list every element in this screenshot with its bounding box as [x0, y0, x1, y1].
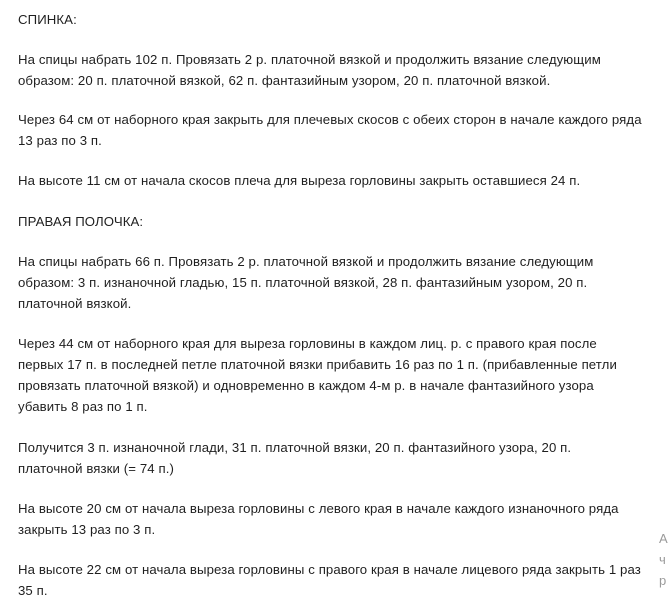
text-line: На высоте 22 см от начала выреза горловины с правого края в начале лицевого ряда закрыть 1 раз — [18, 562, 641, 577]
cropped-side-text — [659, 528, 671, 600]
front-paragraph-right-edge — [18, 559, 660, 601]
back-paragraph-shoulder — [18, 109, 660, 151]
back-paragraph-neckline — [18, 170, 660, 191]
front-paragraph-stitch-count — [18, 437, 660, 479]
cropped-char: ч — [659, 552, 666, 567]
text-line: платочной вязкой. — [18, 296, 132, 311]
front-paragraph-neckline-increase — [18, 333, 660, 417]
text-line: Через 64 см от наборного края закрыть для плечевых скосов с обеих сторон в начале каждого ряда — [18, 112, 642, 127]
section-heading-back: СПИНКА: — [18, 12, 77, 27]
text-line: На спицы набрать 66 п. Провязать 2 р. платочной вязкой и продолжить вязание следующим — [18, 254, 594, 269]
text-line: На спицы набрать 102 п. Провязать 2 р. платочной вязкой и продолжить вязание следующим — [18, 52, 601, 67]
front-paragraph-cast-on — [18, 251, 660, 314]
text-line: убавить 8 раз по 1 п. — [18, 399, 148, 414]
text-line: образом: 3 п. изнаночной гладью, 15 п. платочной вязкой, 28 п. фантазийным узором, 20 п. — [18, 275, 588, 290]
cropped-char: А — [659, 531, 668, 546]
text-line: первых 17 п. в последней петле платочной вязки прибавить 16 раз по 1 п. (прибавленные петли — [18, 357, 617, 372]
text-line: На высоте 11 см от начала скосов плеча для выреза горловины закрыть оставшиеся 24 п. — [18, 173, 581, 188]
text-line: провязать платочной вязкой) и одновременно в каждом 4-м р. в начале фантазийного узора — [18, 378, 594, 393]
text-line: закрыть 13 раз по 3 п. — [18, 522, 156, 537]
back-paragraph-cast-on — [18, 49, 660, 91]
cropped-char: р — [659, 573, 667, 588]
text-line: платочной вязки (= 74 п.) — [18, 461, 174, 476]
section-heading-right-front: ПРАВАЯ ПОЛОЧКА: — [18, 214, 144, 229]
text-line: 13 раз по 3 п. — [18, 133, 102, 148]
text-line: 35 п. — [18, 583, 48, 598]
front-paragraph-left-edge — [18, 498, 660, 540]
text-line: Через 44 см от наборного края для выреза горловины в каждом лиц. р. с правого края после — [18, 336, 597, 351]
text-line: Получится 3 п. изнаночной глади, 31 п. платочной вязки, 20 п. фантазийного узора, 20 п. — [18, 440, 572, 455]
text-line: образом: 20 п. платочной вязкой, 62 п. фантазийным узором, 20 п. платочной вязкой. — [18, 73, 551, 88]
text-line: На высоте 20 см от начала выреза горловины с левого края в начале каждого изнаночного ряда — [18, 501, 619, 516]
